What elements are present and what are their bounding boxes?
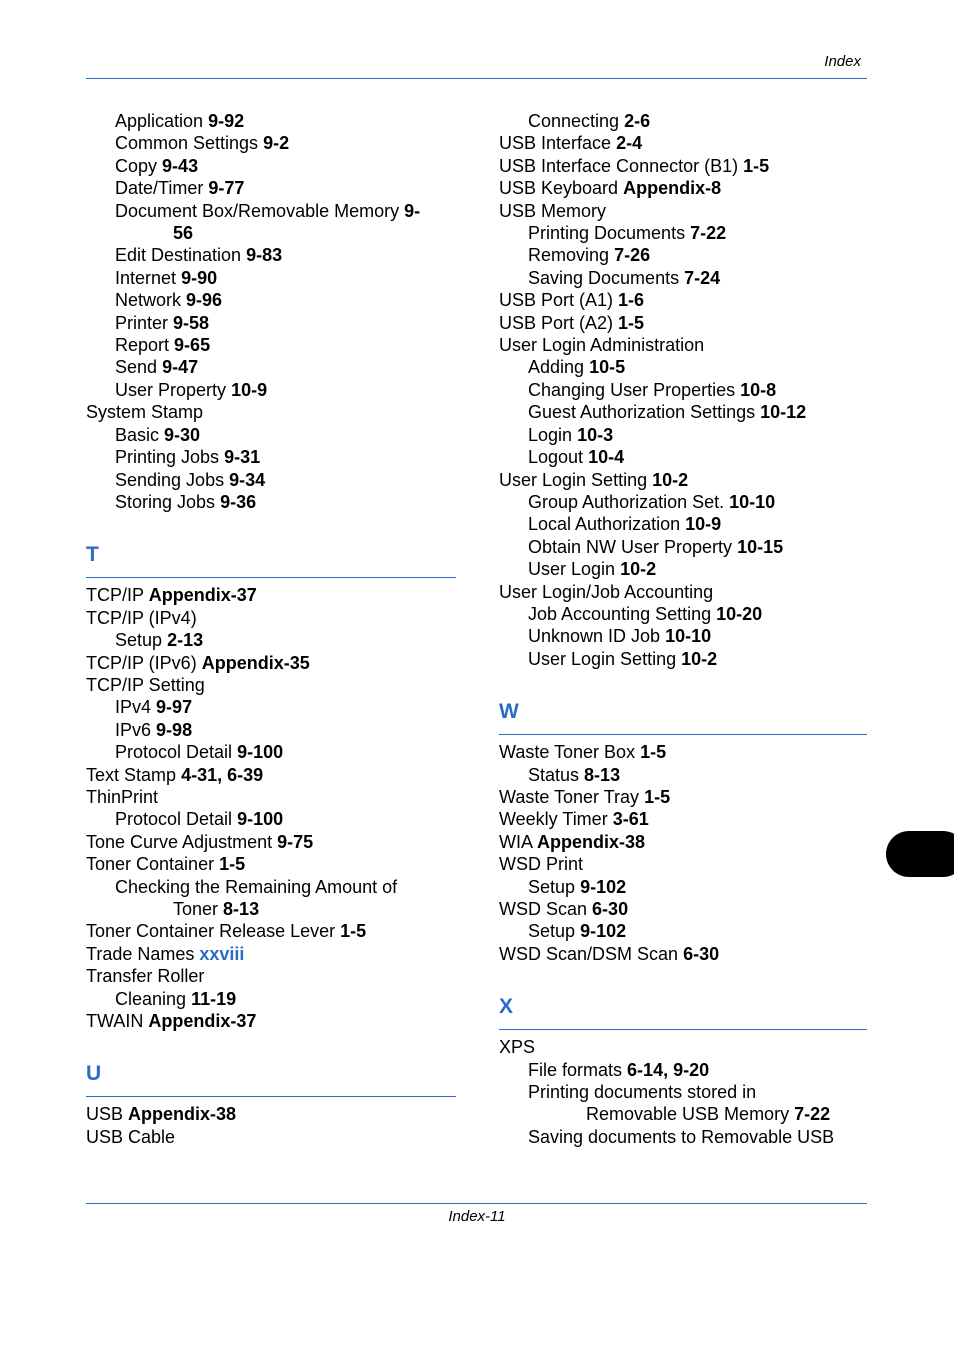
index-entry: [499, 831, 869, 853]
index-section-header: [499, 989, 867, 1030]
index-page-ref: Appendix-37: [148, 585, 257, 606]
index-term: Cleaning: [115, 988, 187, 1009]
index-entry: [499, 446, 869, 468]
index-page-ref: 9-58: [173, 312, 210, 333]
index-section-header: [86, 1056, 456, 1097]
index-term: Checking the Remaining Amount of: [115, 876, 398, 897]
index-term: TWAIN: [86, 1011, 144, 1032]
index-page-ref: 8-13: [223, 899, 260, 919]
index-page-ref: 9-90: [181, 267, 218, 288]
index-entry: [499, 334, 869, 356]
index-page-ref: 9-: [404, 200, 421, 221]
index-term: Common Settings: [115, 133, 259, 154]
index-page-ref: 9-97: [156, 697, 193, 718]
index-page-ref: Appendix-37: [148, 1011, 257, 1032]
index-page-ref: 9-34: [229, 469, 266, 490]
index-entry: [499, 289, 869, 311]
section-letter: U: [86, 1062, 102, 1086]
index-page-ref: 9-98: [156, 719, 193, 740]
index-term: Saving documents to Removable USB: [528, 1126, 835, 1147]
index-term: USB Keyboard: [499, 178, 619, 199]
page-number: Index-11: [448, 1208, 506, 1225]
index-column-right: [499, 110, 869, 1148]
index-entry: [86, 808, 456, 830]
index-page-ref: 10-2: [652, 469, 689, 490]
index-page-ref: 10-2: [681, 648, 718, 669]
index-page-ref: Appendix-38: [537, 831, 646, 852]
index-term: System Stamp: [86, 402, 204, 423]
index-term: Setup: [528, 876, 576, 897]
index-term: Waste Toner Box: [499, 742, 636, 763]
index-term: USB Interface: [499, 133, 612, 154]
index-term: Status: [528, 764, 580, 785]
index-page-ref: 10-10: [729, 491, 776, 512]
index-term: User Property: [115, 379, 227, 400]
section-letter: T: [86, 543, 99, 567]
index-column-left: [86, 110, 456, 1148]
index-entry: [86, 853, 456, 875]
index-page-ref: 9-102: [580, 921, 627, 942]
index-page-ref: 2-13: [167, 630, 204, 651]
index-term: Protocol Detail: [115, 809, 233, 830]
index-term: Text Stamp: [86, 764, 177, 785]
index-term: User Login Setting: [499, 469, 648, 490]
index-page-ref: 1-5: [340, 921, 367, 942]
index-term: Waste Toner Tray: [499, 786, 640, 807]
index-page-ref: 7-22: [690, 223, 727, 244]
index-entry: [499, 1126, 869, 1148]
index-page-ref: 9-47: [162, 357, 199, 378]
index-page-ref: 9-36: [220, 491, 257, 512]
index-term: Printing Jobs: [115, 447, 220, 468]
index-term: Application: [115, 111, 204, 131]
index-entry: [86, 244, 456, 266]
index-term: USB Interface Connector (B1): [499, 155, 739, 176]
index-entry: [86, 920, 456, 942]
index-term: Saving Documents: [528, 267, 680, 288]
index-term: Printer: [115, 312, 169, 333]
index-entry: [86, 988, 456, 1010]
index-entry: [86, 289, 456, 311]
index-entry: [86, 110, 456, 132]
index-entry: [499, 648, 869, 670]
index-page-ref: Appendix-35: [201, 652, 310, 673]
index-entry: [86, 491, 456, 513]
index-entry: [499, 110, 869, 132]
index-page-ref: 9-43: [162, 155, 199, 176]
index-term: WSD Scan/DSM Scan: [499, 943, 679, 964]
index-term: Transfer Roller: [86, 966, 205, 987]
index-page-ref: 10-4: [588, 447, 625, 468]
index-term: Login: [528, 424, 573, 445]
index-page-ref: 8-13: [584, 764, 621, 785]
index-term: WSD Print: [499, 854, 584, 875]
index-term: Printing documents stored in: [528, 1082, 757, 1103]
index-term: Changing User Properties: [528, 379, 736, 400]
index-entry: [499, 536, 869, 558]
index-term: Setup: [115, 630, 163, 651]
index-entry: [86, 155, 456, 177]
index-entry: [499, 1059, 869, 1081]
index-term: Removing: [528, 245, 610, 266]
chapter-thumb-tab: [886, 831, 954, 877]
index-term: Toner Container Release Lever: [86, 921, 336, 942]
index-entry: [499, 244, 869, 266]
index-term: Report: [115, 335, 170, 356]
index-term: Toner Container: [86, 854, 215, 875]
index-page-ref: 9-100: [237, 742, 284, 763]
index-entry: [86, 965, 456, 987]
index-entry: [499, 1036, 869, 1058]
index-page-ref: 10-8: [740, 379, 777, 400]
index-term: User Login Setting: [528, 648, 677, 669]
index-page-ref: Appendix-38: [128, 1104, 237, 1125]
index-entry: [86, 132, 456, 154]
index-term: User Login: [528, 559, 616, 580]
index-term: Sending Jobs: [115, 469, 225, 490]
index-entry: [86, 267, 456, 289]
section-letter: X: [499, 995, 514, 1019]
index-entry: [86, 446, 456, 468]
index-entry: [499, 920, 869, 942]
index-page-ref: 10-12: [760, 402, 807, 423]
index-term: Local Authorization: [528, 514, 681, 535]
index-entry: [86, 764, 456, 786]
index-term: Connecting: [528, 111, 620, 131]
index-entry: [499, 379, 869, 401]
index-page-ref: Appendix-8: [623, 178, 722, 199]
index-page-ref: 9-31: [224, 447, 261, 468]
index-page-ref: 1-5: [644, 786, 671, 807]
index-entry: [499, 177, 869, 199]
index-term: Obtain NW User Property: [528, 536, 733, 557]
index-page-link[interactable]: xxviii: [199, 943, 245, 964]
index-term: File formats: [528, 1059, 623, 1080]
index-entry: [499, 401, 869, 423]
index-term: Protocol Detail: [115, 742, 233, 763]
index-entry: [86, 831, 456, 853]
index-term: TCP/IP (IPv4): [86, 607, 197, 628]
index-section-header: [499, 694, 867, 735]
index-entry: [86, 876, 456, 898]
running-header: Index: [824, 53, 861, 70]
index-page-ref: 11-19: [191, 988, 237, 1009]
index-entry: [499, 808, 869, 830]
index-entry: [86, 200, 456, 222]
index-page-ref: 9-2: [263, 133, 290, 154]
index-entry: [499, 1103, 869, 1125]
index-entry: [499, 513, 869, 535]
index-entry: [86, 1126, 456, 1148]
index-term: WSD Scan: [499, 899, 588, 919]
index-term: TCP/IP: [86, 585, 144, 606]
index-page-ref: 9-83: [246, 245, 283, 266]
index-page-ref: 10-9: [685, 514, 722, 535]
index-entry: [86, 356, 456, 378]
index-term: USB Port (A1): [499, 290, 614, 311]
index-term: Guest Authorization Settings: [528, 402, 756, 423]
index-term: Tone Curve Adjustment: [86, 831, 273, 852]
index-page-ref: 2-6: [624, 111, 651, 131]
index-page-ref: 10-9: [231, 379, 268, 400]
index-entry: [86, 334, 456, 356]
index-term: User Login Administration: [499, 335, 705, 356]
index-entry: [499, 786, 869, 808]
index-entry: [499, 603, 869, 625]
index-entry: [86, 741, 456, 763]
index-term: XPS: [499, 1037, 536, 1058]
index-entry: [499, 491, 869, 513]
index-page-ref: 1-5: [219, 854, 246, 875]
index-entry: [499, 312, 869, 334]
section-letter: W: [499, 700, 519, 724]
index-term: Logout: [528, 447, 584, 468]
index-page-ref: 10-20: [716, 603, 763, 624]
index-entry: [86, 424, 456, 446]
index-term: Storing Jobs: [115, 491, 216, 512]
index-entry: [86, 607, 456, 629]
index-page-ref: 56: [173, 223, 194, 244]
index-entry: [499, 581, 869, 603]
index-entry: [499, 898, 869, 920]
index-page-ref: 6-14, 9-20: [627, 1059, 710, 1080]
index-page-ref: 10-2: [620, 559, 657, 580]
index-page-ref: 9-100: [237, 809, 284, 830]
index-entry: [499, 943, 869, 965]
index-entry: [86, 379, 456, 401]
index-entry: [499, 155, 869, 177]
index-term: Network: [115, 290, 182, 311]
index-page-ref: 6-30: [592, 899, 629, 919]
index-entry: [499, 1081, 869, 1103]
index-term: Edit Destination: [115, 245, 242, 266]
index-entry: [86, 1103, 456, 1125]
index-page-ref: 9-102: [580, 876, 627, 897]
index-page-ref: 10-5: [589, 357, 626, 378]
index-entry: [499, 267, 869, 289]
index-entry: [86, 401, 456, 423]
index-term: IPv6: [115, 719, 152, 740]
index-page-ref: 9-65: [174, 335, 211, 356]
index-entry: [86, 696, 456, 718]
index-term: Job Accounting Setting: [528, 603, 712, 624]
index-term: User Login/Job Accounting: [499, 581, 714, 602]
index-page-ref: 7-26: [614, 245, 651, 266]
index-term: Trade Names: [86, 943, 195, 964]
index-page-ref: 7-24: [684, 267, 721, 288]
index-entry: [499, 741, 869, 763]
index-page-ref: 10-10: [665, 626, 712, 647]
index-page-ref: 9-96: [186, 290, 223, 311]
index-page-ref: 1-5: [640, 742, 667, 763]
index-term: USB Memory: [499, 200, 607, 221]
index-entry: [86, 629, 456, 651]
index-entry: [86, 898, 456, 920]
index-entry: [499, 424, 869, 446]
index-term: Date/Timer: [115, 178, 204, 199]
index-entry: [499, 356, 869, 378]
index-page-ref: 9-77: [208, 178, 245, 199]
index-page-ref: 10-15: [737, 536, 784, 557]
index-entry: [499, 222, 869, 244]
index-term: Basic: [115, 424, 160, 445]
index-entry: [86, 584, 456, 606]
index-page-ref: 1-6: [618, 290, 645, 311]
index-term: IPv4: [115, 697, 152, 718]
index-term: Copy: [115, 155, 158, 176]
index-page-ref: 9-75: [277, 831, 314, 852]
index-term: USB: [86, 1104, 124, 1125]
index-page-ref: 1-5: [618, 312, 645, 333]
index-entry: [499, 200, 869, 222]
footer-rule: [86, 1203, 867, 1204]
index-term: Printing Documents: [528, 223, 686, 244]
index-entry: [86, 674, 456, 696]
index-page-ref: 2-4: [616, 133, 643, 154]
index-entry: [86, 222, 456, 244]
index-page-ref: 10-3: [577, 424, 614, 445]
index-term: ThinPrint: [86, 786, 159, 807]
index-page-ref: 4-31, 6-39: [181, 764, 264, 785]
index-entry: [86, 469, 456, 491]
index-term: Document Box/Removable Memory: [115, 200, 400, 221]
index-term: Setup: [528, 921, 576, 942]
index-term: WIA: [499, 831, 533, 852]
index-section-header: [86, 537, 456, 578]
index-term: Removable USB Memory: [586, 1104, 790, 1125]
index-page-ref: 1-5: [743, 155, 770, 176]
index-term: Adding: [528, 357, 585, 378]
index-entry: [499, 764, 869, 786]
index-entry: [499, 558, 869, 580]
index-entry: [499, 853, 869, 875]
index-entry: [499, 876, 869, 898]
index-term: Group Authorization Set.: [528, 491, 725, 512]
index-entry: [499, 469, 869, 491]
index-page-ref: 3-61: [612, 809, 649, 830]
index-entry: [86, 786, 456, 808]
index-entry: [499, 132, 869, 154]
index-term: TCP/IP (IPv6): [86, 652, 197, 673]
header-rule: [86, 78, 867, 79]
index-entry: [86, 719, 456, 741]
index-term: USB Cable: [86, 1126, 176, 1147]
index-term: TCP/IP Setting: [86, 674, 205, 695]
index-term: Internet: [115, 267, 177, 288]
index-page-ref: 9-92: [208, 111, 245, 131]
index-entry: [86, 177, 456, 199]
index-entry: [86, 1010, 456, 1032]
index-entry: [86, 312, 456, 334]
index-term: Send: [115, 357, 158, 378]
index-entry: [86, 943, 456, 965]
index-entry: [499, 625, 869, 647]
index-entry: [86, 652, 456, 674]
index-page-ref: 9-30: [164, 424, 201, 445]
index-page-ref: 7-22: [794, 1104, 831, 1125]
index-term: Unknown ID Job: [528, 626, 661, 647]
index-term: USB Port (A2): [499, 312, 614, 333]
index-term: Weekly Timer: [499, 809, 608, 830]
index-page-ref: 6-30: [683, 943, 720, 964]
index-term: Toner: [173, 899, 219, 919]
